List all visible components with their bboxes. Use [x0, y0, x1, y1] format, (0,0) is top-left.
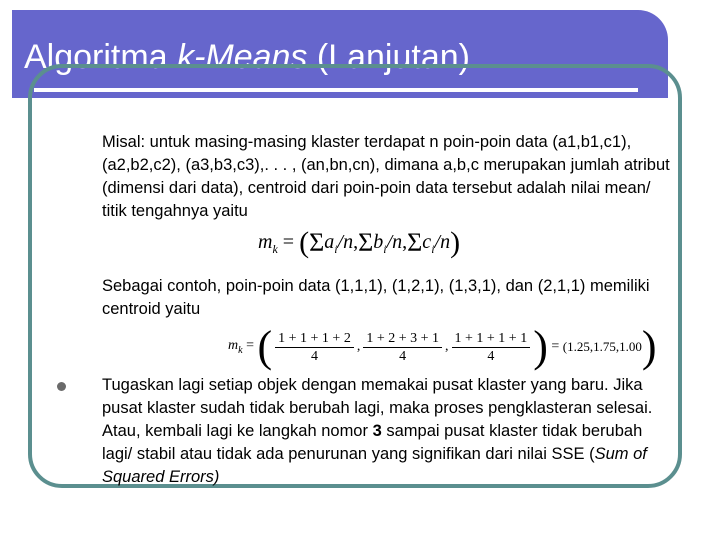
paragraph-definition: Misal: untuk masing-masing klaster terdapat n poin-poin data (a1,b1,c1), (a2,b2,c2), (a3,b3,c3),. . . , (an,bn,cn), dimana a,b,c merupakan jumlah atribut (dimensi dari data), centroid dari poin-poin data tersebut adalah nilai mean/ titik tengahnya yaitu: [102, 133, 670, 220]
fraction-c: $\frac{1 + 1 + 1 + 1}{4}$: [452, 330, 531, 365]
centroid-example-formula: $m_k$ = ( $\frac{1 + 1 + 1 + 2}{4}$ , $\frac{1 + 2 + 3 + 1}{4}$ , $\frac{1 + 1 + 1 + 1}{4}$ ) = (1.25,1.75,1.00): [228, 322, 657, 371]
bullet-dot: [57, 382, 66, 391]
fraction-a: $\frac{1 + 1 + 1 + 2}{4}$: [275, 330, 354, 365]
paragraph-instruction: Tugaskan lagi setiap objek dengan memakai pusat klaster yang baru. Jika pusat klaster sudah tidak berubah lagi, maka proses pengklasteran selesai. Atau, kembali lagi ke langkah nomor 3 sampai pusat klaster tidak berubah lagi/ stabil atau tidak ada penurunan yang signifikan dari nilai SSE (Sum of Squared Errors): [102, 376, 653, 486]
centroid-formula: $m_k = (\Sigma a_i/n,\Sigma b_i/n,\Sigma c_i/n)$: [258, 226, 461, 259]
slide-title: Algoritma k-Means (Lanjutan): [24, 38, 470, 76]
fraction-b: $\frac{1 + 2 + 3 + 1}{4}$: [363, 330, 442, 365]
paragraph-example: Sebagai contoh, poin-poin data (1,1,1), (1,2,1), (1,3,1), dan (2,1,1) memiliki centroid yaitu: [102, 277, 650, 318]
